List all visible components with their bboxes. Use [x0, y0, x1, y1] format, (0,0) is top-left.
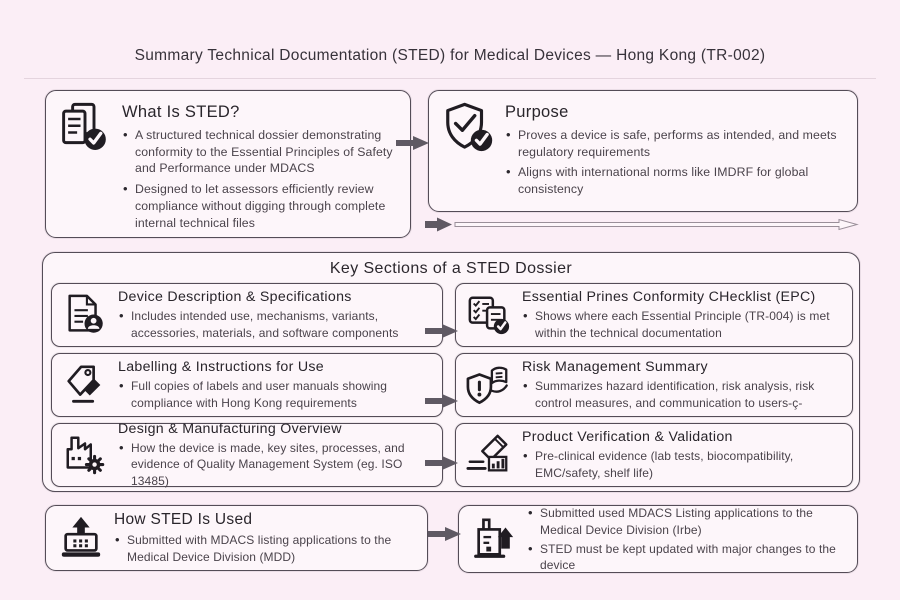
bullet: • Proves a device is safe, performs as intended, and meets regulatory requirements: [505, 127, 845, 160]
factory-gear-icon: [62, 432, 108, 478]
long-flow-arrow-icon: [424, 217, 860, 232]
section-title: Risk Management Summary: [522, 359, 708, 376]
panel-key-sections: [42, 252, 860, 492]
panel-title-what-is-sted: What Is STED?: [122, 103, 240, 121]
flow-arrow-right-icon: [396, 135, 430, 151]
panel-risk-management: [455, 353, 853, 417]
section-title: Product Verification & Validation: [522, 429, 733, 446]
price-tag-icon: [62, 362, 108, 408]
bullet: • Submitted with MDACS listing applications to the Medical Device Division (MDD): [114, 532, 415, 565]
flow-arrow-right-icon: [428, 526, 462, 542]
flow-arrow-right-icon: [425, 455, 459, 471]
panel-title-how-used: How STED Is Used: [114, 511, 253, 529]
laptop-upload-icon: [58, 515, 104, 561]
panel-title-purpose: Purpose: [505, 103, 569, 121]
page-title: Summary Technical Documentation (STED) for Medical Devices — Hong Kong (TR-002): [134, 47, 766, 64]
section-title: Labelling & Instructions for Use: [118, 359, 324, 376]
bullet: • Includes intended use, mechanisms, variants, accessories, materials, and software components: [118, 308, 432, 341]
bullet: • A structured technical dossier demonstrating conformity to the Essential Principles of Safety and Performance under MDACS: [122, 127, 398, 177]
bullet: • Aligns with international norms like IMDRF for global consistency: [505, 164, 845, 197]
bullet: • Submitted used MDACS Listing applications to the Medical Device Division (Irbe): [527, 505, 845, 538]
section-title: Design & Manufacturing Overview: [118, 421, 342, 438]
bullet: • STED must be kept updated with major changes to the device: [527, 541, 845, 574]
bullet: • Full copies of labels and user manuals showing compliance with Hong Kong requirements: [118, 378, 432, 411]
bullet: • Summarizes hazard identification, risk analysis, risk control measures, and communication to users-ç-: [522, 378, 842, 411]
section-title: Device Description & Specifications: [118, 289, 352, 306]
bullet: • Designed to let assessors efficiently review compliance without digging through complete internal technical files: [122, 181, 398, 231]
bullet: • Shows where each Essential Principle (TR-004) is met within the technical documentation: [522, 308, 842, 341]
panel-usage-notes: [458, 505, 858, 573]
shield-check-icon: [441, 101, 495, 155]
key-sections-heading: Key Sections of a STED Dossier: [329, 260, 573, 277]
testtube-chart-icon: [466, 432, 512, 478]
building-upload-icon: [471, 516, 517, 562]
checklist-check-icon: [466, 292, 512, 338]
panel-product-verification: [455, 423, 853, 487]
shield-alert-icon: [466, 362, 512, 408]
bullet: • Pre-clinical evidence (lab tests, biocompatibility, EMC/safety, shelf life): [522, 448, 842, 481]
document-person-icon: [62, 292, 108, 338]
panel-design-manufacturing: [51, 423, 443, 487]
panel-epc-checklist: [455, 283, 853, 347]
title-divider: [24, 78, 876, 79]
panel-device-description: [51, 283, 443, 347]
section-title: Essential Prines Conformity CHecklist (EPC): [522, 289, 816, 306]
flow-arrow-right-icon: [425, 323, 459, 339]
bullet: • How the device is made, key sites, processes, and evidence of Quality Management System (eg. ISO 13485): [118, 440, 432, 489]
documents-check-icon: [58, 101, 112, 155]
panel-purpose: [428, 90, 858, 212]
flow-arrow-right-icon: [425, 393, 459, 409]
panel-labelling: [51, 353, 443, 417]
panel-what-is-sted: [45, 90, 411, 238]
panel-how-sted-is-used: [45, 505, 428, 571]
